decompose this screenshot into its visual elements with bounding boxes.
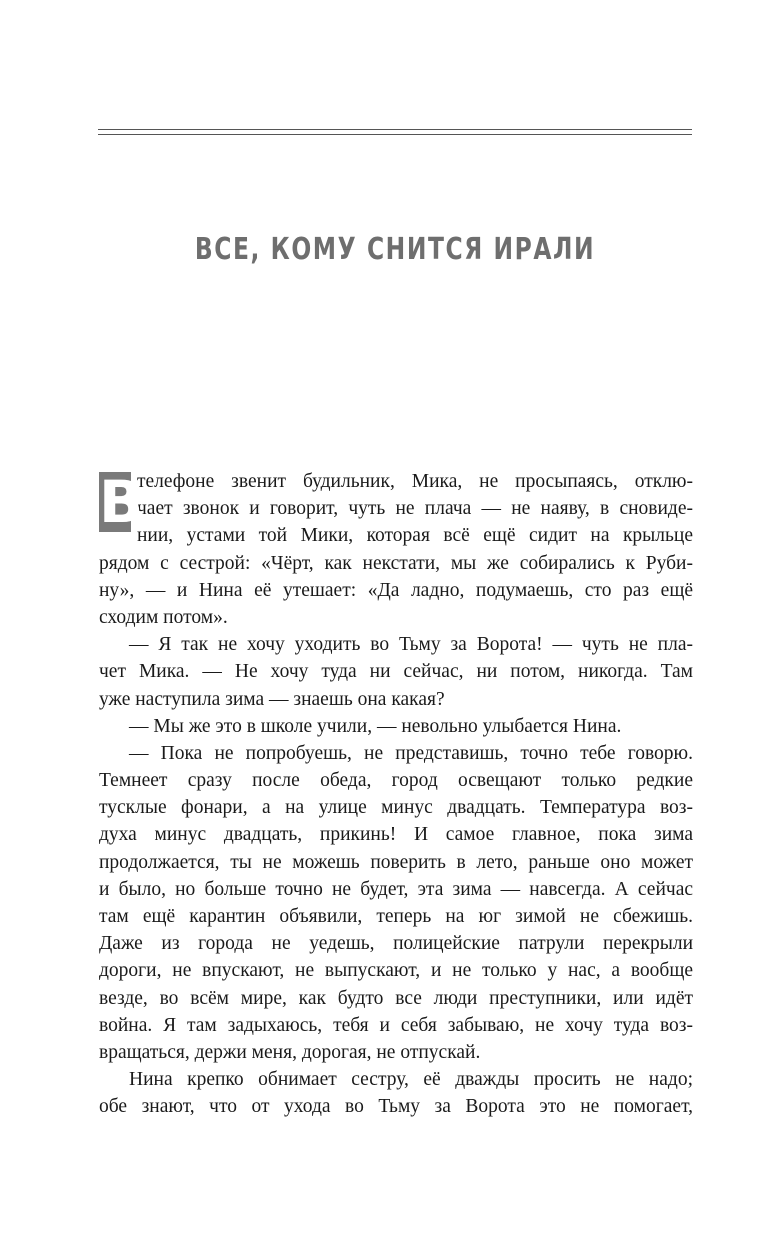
text-line: нии, устами той Мики, которая всё ещё сидит на крыльце: [137, 525, 693, 547]
text-line: везде, во всём мире, как будто все люди преступники, или идёт: [99, 987, 693, 1009]
text-line: чет Мика. — Не хочу туда ни сейчас, ни потом, никогда. Там: [99, 661, 693, 683]
text-line: чает звонок и говорит, чуть не плача — не наяву, в сновиде-: [137, 498, 693, 520]
text-line: война. Я там задыхаюсь, тебя и себя забываю, не хочу туда воз-: [99, 1014, 693, 1036]
text-line: — Мы же это в школе учили, — невольно улыбается Нина.: [129, 715, 622, 737]
header-rule-bottom: [98, 134, 692, 135]
text-line: Темнеет сразу после обеда, город освещают только редкие: [99, 770, 693, 792]
text-line: тусклые фонари, а на улице минус двадцать. Температура воз-: [99, 797, 693, 819]
text-line: — Пока не попробуешь, не представишь, точно тебе говорю.: [129, 742, 693, 764]
text-line: телефоне звенит будильник, Мика, не просыпаясь, отклю-: [137, 471, 693, 492]
header-rule-top: [98, 129, 692, 130]
text-line: духа минус двадцать, прикинь! И самое главное, пока зима: [99, 824, 693, 846]
text-line: вращаться, держи меня, дорогая, не отпускай.: [99, 1041, 481, 1063]
text-line: Даже из города не уедешь, полицейские патрули перекрыли: [99, 933, 693, 955]
text-line: — Я так не хочу уходить во Тьму за Ворота! — чуть не пла-: [129, 634, 693, 656]
text-line: Нина крепко обнимает сестру, её дважды просить не надо;: [129, 1069, 693, 1091]
chapter-title: ВСЕ, КОМУ СНИТСЯ ИРАЛИ: [194, 232, 596, 267]
text-line: и было, но больше точно не будет, эта зима — навсегда. А сейчас: [99, 878, 693, 900]
text-line: уже наступила зима — знаешь она какая?: [99, 688, 445, 710]
text-line: сходим потом».: [99, 606, 228, 628]
body-text: [99, 468, 693, 1121]
text-line: рядом с сестрой: «Чёрт, как некстати, мы же собирались к Руби-: [99, 552, 693, 574]
text-line: там ещё карантин объявили, теперь на юг зимой не сбежишь.: [99, 906, 693, 927]
text-line: дороги, не впускают, не выпускают, и не только у нас, а вообще: [99, 960, 693, 982]
text-line: ну», — и Нина её утешает: «Да ладно, подумаешь, сто раз ещё: [99, 579, 693, 601]
text-line: обе знают, что от ухода во Тьму за Ворота это не помогает,: [99, 1096, 693, 1118]
drop-cap: В: [99, 468, 144, 536]
text-line: продолжается, ты не можешь поверить в лето, раньше оно может: [99, 851, 693, 873]
